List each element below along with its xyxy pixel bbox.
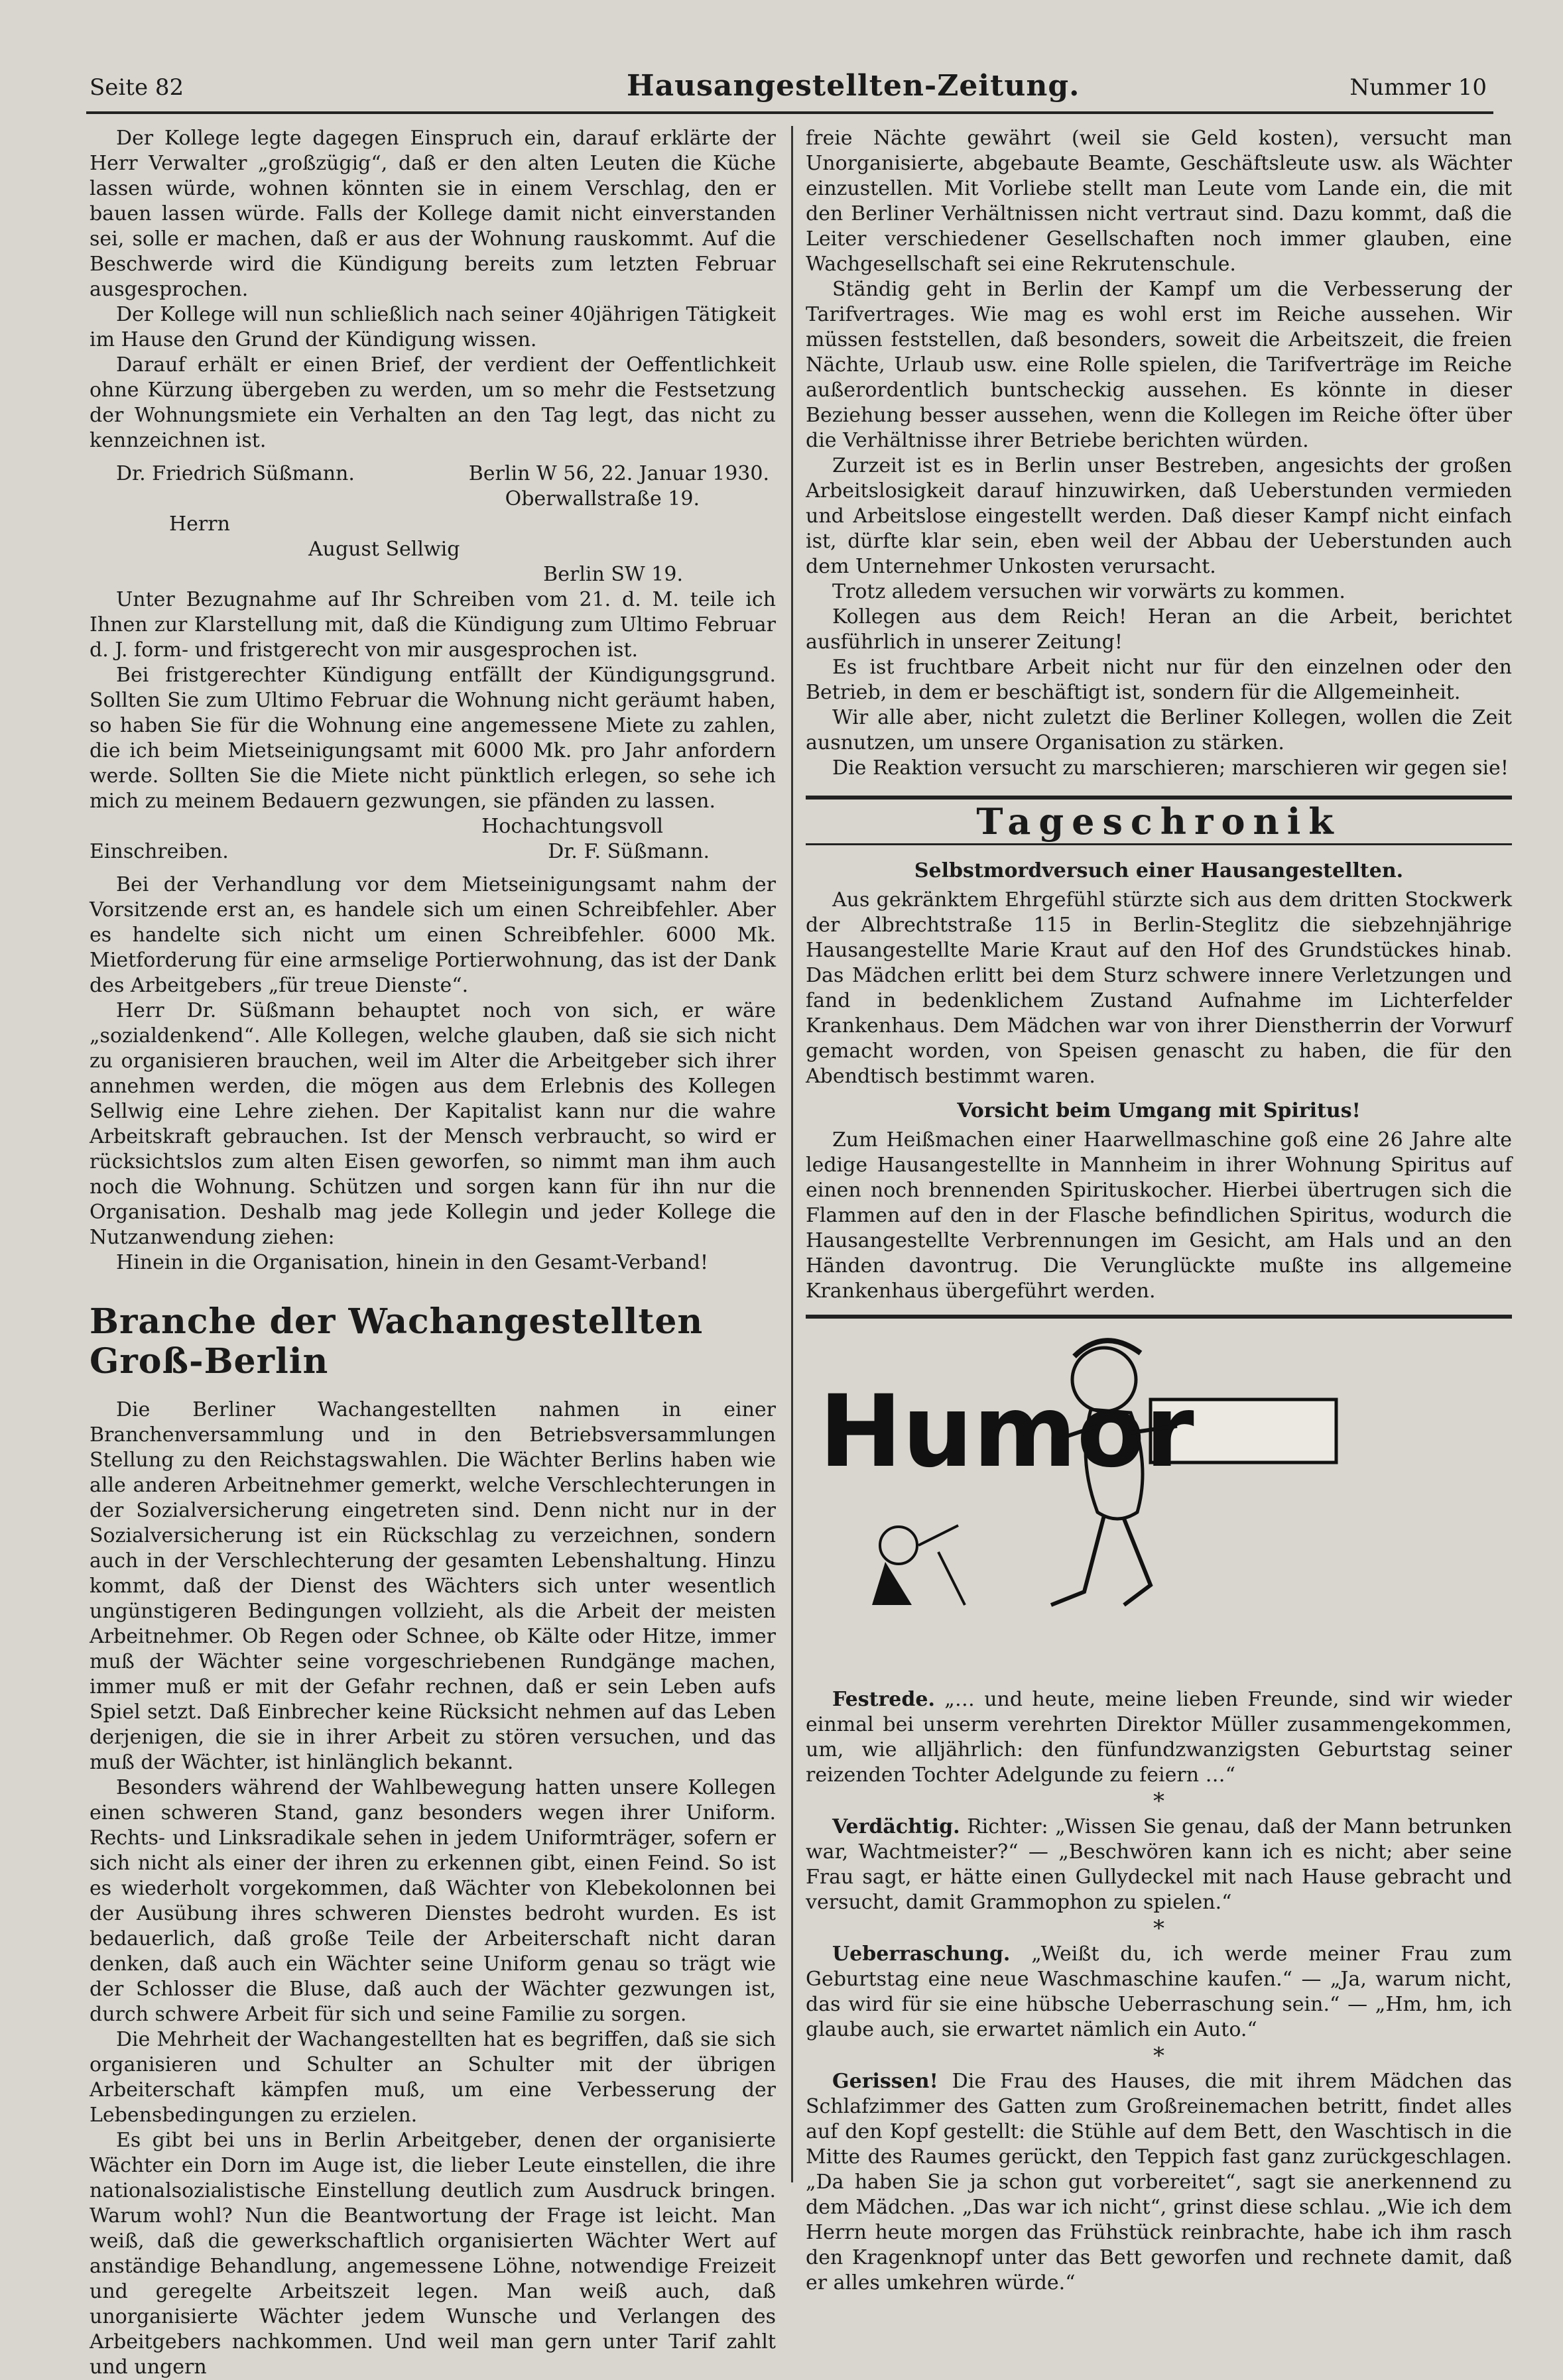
paragraph: Die Reaktion versucht zu marschieren; marschieren wir gegen sie! bbox=[832, 756, 1509, 780]
paragraph: Aus gekränktem Ehrgefühl stürzte sich aus dem dritten Stockwerk der Albrechtstraße 115 in Berlin-Steglitz die siebzehnjährige Hausangestellte Marie Kraut auf den Hof des Grundstückes hinab. Das Mädchen erlitt bei dem Sturz schwere innere Verletzungen und fand in bedenklichem Zustand Aufnahme im Lichterfelder Krankenhaus. Dem Mädchen war von ihrer Dienstherrin der Vorwurf gemacht worden, von Speisen genascht zu haben, die für den Abendtisch bestimmt waren. bbox=[806, 888, 1512, 1088]
humor-title: Humor bbox=[819, 1374, 1194, 1490]
paragraph: Zum Heißmachen einer Haarwellmaschine goß eine 26 Jahre alte ledige Hausangestellte in Mannheim in ihrer Wohnung Spiritus auf einen noch brennenden Spirituskocher. Hierbei übertrugen sich die Flammen auf den in der Flasche befindlichen Spiritus, wodurch die Hausangestellte Verbrennungen im Gesicht, am Hals und an den Händen davontrug. Die Verunglückte mußte ins allgemeine Krankenhaus übergeführt werden. bbox=[806, 1128, 1512, 1303]
paragraph: Zurzeit ist es in Berlin unser Bestreben, angesichts der großen Arbeitslosigkeit darauf hinzuwirken, daß Ueberstunden vermieden und Arbeitslose eingestellt werden. Daß dieser Kampf nicht einfach ist, dürfte klar sein, eben weil der Abbau der Ueberstunden auch dem Unternehmer Unkosten verursacht. bbox=[806, 454, 1512, 578]
paragraph: Wir alle aber, nicht zuletzt die Berliner Kollegen, wollen die Zeit ausnutzen, um unsere Organisation zu stärken. bbox=[806, 706, 1512, 754]
paragraph: Herr Dr. Süßmann behauptet noch von sich, er wäre „sozialdenkend“. Alle Kollegen, welche glauben, daß sie sich nicht zu organisieren brauchen, weil im Alter die Arbeitgeber sich ihrer annehmen werden, die mögen aus dem Erlebnis des Kollegen Sellwig eine Lehre ziehen. Der Kapitalist kann nur die wahre Arbeitskraft gebrauchen. Ist der Mensch verbraucht, so wird er rücksichtslos zum alten Eisen geworfen, so nimmt man ihm auch noch die Wohnung. Schützen und sorgen kann für ihn nur die Organisation. Deshalb mag jede Kollegin und jeder Kollege die Nutzanwendung ziehen: bbox=[90, 999, 776, 1249]
section-rule bbox=[806, 843, 1512, 845]
joke-text: „Weißt du, ich werde meiner Frau zum Geburtstag eine neue Waschmaschine kaufen.“ — „Ja, warum nicht, das wird für sie eine hübsche Ueberraschung sein.“ — „Hm, hm, ich glaube auch, sie erwartet nämlich ein Auto.“ bbox=[806, 1942, 1512, 2041]
header-rule bbox=[86, 111, 1493, 114]
paragraph: Kollegen aus dem Reich! Heran an die Arbeit, berichtet ausführlich in unserer Zeitung! bbox=[806, 605, 1512, 654]
issue-number: Nummer 10 bbox=[1349, 74, 1487, 101]
page-number: Seite 82 bbox=[90, 74, 184, 101]
letter-footer bbox=[90, 839, 776, 864]
paragraph: Besonders während der Wahlbewegung hatten unsere Kollegen einen schweren Stand, ganz besonders wegen ihrer Uniform. Rechts- und Linksradikale sehen in jedem Uniformträger, sofern er sich nicht als einer der ihren zu erkennen gibt, einen Feind. So ist es wiederholt vorgekommen, daß Wächter von Klebekolonnen bei der Ausübung ihres schweren Dienstes bedroht wurden. Es ist bedauerlich, daß große Teile der Arbeiterschaft nicht daran denken, daß auch ein Wächter seine Uniform genau so trägt wie der Schlosser die Bluse, daß auch der Wächter gezwungen ist, durch schwere Arbeit für sich und seine Familie zu sorgen. bbox=[90, 1776, 776, 2026]
section-heading: Branche der Wachangestellten Groß-Berlin bbox=[90, 1301, 704, 1382]
newspaper-title: Hausangestellten-Zeitung. bbox=[627, 69, 1080, 103]
paragraph: Darauf erhält er einen Brief, der verdient der Oeffentlichkeit ohne Kürzung übergeben zu werden, um so mehr die Festsetzung der Wohnungsmiete ein Verhalten an den Tag legt, das nicht zu kennzeichnen ist. bbox=[90, 353, 776, 452]
right-column bbox=[806, 126, 1512, 2296]
letter-closing: Hochachtungsvoll bbox=[481, 815, 663, 838]
letter-place-date: Berlin W 56, 22. Januar 1930. bbox=[468, 462, 769, 485]
joke-title: Gerissen! bbox=[832, 2070, 938, 2093]
paragraph: Bei der Verhandlung vor dem Mietseinigungsamt nahm der Vorsitzende erst an, es handele sich um einen Schreibfehler. Aber es handelte sich nicht um einen Schreibfehler. 6000 Mk. Mietforderung für eine armselige Portierwohnung, das ist der Dank des Arbeitgebers „für treue Dienste“. bbox=[90, 873, 776, 997]
paragraph: Bei fristgerechter Kündigung entfällt der Kündigungsgrund. Sollten Sie zum Ultimo Februar die Wohnung nicht geräumt haben, so haben Sie für die Wohnung eine angemessene Miete zu zahlen, die ich beim Mietseinigungsamt mit 6000 Mk. pro Jahr anfordern werde. Sollten Sie die Miete nicht pünktlich erlegen, so sehe ich mich zu meinem Bedauern gezwungen, sie pfänden zu lassen. bbox=[90, 664, 776, 813]
joke-text: Richter: „Wissen Sie genau, daß der Mann betrunken war, Wachtmeister?“ — „Beschwören kann ich es nicht; aber seine Frau sagt, er hätte einen Gullydeckel mit nach Hause gebracht und versucht, damit Grammophon zu spielen.“ bbox=[806, 1815, 1512, 1914]
paragraph: Trotz alledem versuchen wir vorwärts zu kommen. bbox=[832, 580, 1345, 603]
joke-title: Verdächtig. bbox=[832, 1815, 960, 1838]
joke-title: Festrede. bbox=[832, 1688, 935, 1711]
joke bbox=[806, 1815, 1512, 1915]
joke-title: Ueberraschung. bbox=[832, 1942, 1011, 1966]
paragraph: Hinein in die Organisation, hinein in den Gesamt-Verband! bbox=[116, 1251, 708, 1274]
section-rule bbox=[806, 1315, 1512, 1319]
humor-illustration bbox=[806, 1327, 1512, 1678]
paragraph: Es ist fruchtbare Arbeit nicht nur für den einzelnen oder den Betrieb, in dem er beschäftigt ist, sondern für die Allgemeinheit. bbox=[806, 656, 1512, 704]
paragraph: Die Mehrheit der Wachangestellten hat es begriffen, daß sie sich organisieren und Schulter an Schulter mit der übrigen Arbeiterschaft kämpfen muß, um eine Verbesserung der Lebensbedingungen zu erzielen. bbox=[90, 2028, 776, 2127]
joke-text: Die Frau des Hauses, die mit ihrem Mädchen das Schlafzimmer des Gatten zum Großreinemachen betritt, findet alles auf den Kopf gestellt: die Stühle auf dem Bett, den Waschtisch in die Mitte des Raumes gerückt, den Teppich fast ganz zurückgeschlagen. „Da haben Sie ja schon gut vorbereitet“, sagt sie anerkennend zu dem Mädchen. „Das war ich nicht“, grinst diese schlau. „Wie ich dem Herrn heute morgen das Frühstück reinbrachte, habe ich ihm rasch den Kragenknopf unter das Bett geworfen und rechnete damit, daß er alles umkehren würde.“ bbox=[806, 2070, 1512, 2294]
letter-recipient: August Sellwig bbox=[308, 538, 460, 561]
letter-recipient-city: Berlin SW 19. bbox=[543, 563, 683, 586]
separator-star: * bbox=[1153, 2043, 1164, 2069]
letter-street: Oberwallstraße 19. bbox=[505, 487, 700, 510]
left-column bbox=[90, 126, 776, 2380]
joke bbox=[806, 2069, 1512, 2296]
paragraph: Der Kollege will nun schließlich nach seiner 40jährigen Tätigkeit im Hause den Grund der Kündigung wissen. bbox=[90, 303, 776, 351]
column-divider bbox=[791, 126, 793, 2182]
paragraph: Ständig geht in Berlin der Kampf um die Verbesserung der Tarifvertrages. Wie mag es wohl erst im Reiche aussehen. Wir müssen feststellen, daß besonders, soweit die Arbeitszeit, die freien Nächte, Urlaub usw. eine Rolle spielen, die Tarifverträge im Reiche außerordentlich buntscheckig aussehen. Es könnte in dieser Beziehung besser aussehen, wenn die Kollegen im Reiche öfter über die Verhältnisse ihrer Betriebe berichten würden. bbox=[806, 278, 1512, 452]
joke-text: „… und heute, meine lieben Freunde, sind wir wieder einmal bei unserm verehrten Direktor Müller zusammengekommen, um, wie alljährlich: den fünfundzwanzigsten Geburtstag seiner reizenden Tochter Adelgunde zu feiern …“ bbox=[806, 1688, 1512, 1787]
paragraph: Die Berliner Wachangestellten nahmen in einer Branchenversammlung und in den Betriebsversammlungen Stellung zu den Reichstagswahlen. Die Wächter Berlins haben wie alle anderen Arbeitnehmer gemerkt, welche Verschlechterungen in der Sozialversicherung eingetreten sind. Denn nicht nur in der Sozialversicherung ist ein Rückschlag zu verzeichnen, sondern auch in der Verschlechterung der gesamten Lebenshaltung. Hinzu kommt, daß der Dienst des Wächters sich unter wesentlich ungünstigeren Bedingungen vollzieht, als die Arbeit der meisten Arbeitnehmer. Ob Regen oder Schnee, ob Kälte oder Hitze, immer muß der Wächter seine vorgeschriebenen Rundgänge machen, immer muß er mit der Gefahr rechnen, daß er sein Leben aufs Spiel setzt. Daß Einbrecher keine Rücksicht nehmen auf das Leben derjenigen, die sie in ihrer Arbeit zu stören versuchen, und das muß der Wächter, ist hinlänglich bekannt. bbox=[90, 1398, 776, 1774]
news-headline: Vorsicht beim Umgang mit Spiritus! bbox=[957, 1099, 1361, 1122]
letter-header bbox=[90, 461, 776, 487]
letter-sender: Dr. Friedrich Süßmann. bbox=[116, 462, 355, 485]
separator-star: * bbox=[1153, 1915, 1164, 1942]
letter-signature: Dr. F. Süßmann. bbox=[548, 840, 710, 863]
letter-salutation: Herrn bbox=[169, 512, 230, 536]
humor-cartoon-icon bbox=[806, 1327, 1512, 1678]
section-rule bbox=[806, 796, 1512, 800]
paragraph: Der Kollege legte dagegen Einspruch ein, darauf erklärte der Herr Verwalter „großzügig“, daß er den alten Leuten die Küche lassen würde, wohnen könnten sie in einem Verschlag, den er bauen lassen würde. Falls der Kollege damit nicht einverstanden sei, solle er machen, daß er aus der Wohnung rauskommt. Auf die Beschwerde wird die Kündigung bereits zum letzten Februar ausgesprochen. bbox=[90, 127, 776, 301]
paragraph: Es gibt bei uns in Berlin Arbeitgeber, denen der organisierte Wächter ein Dorn im Auge ist, die lieber Leute einstellen, die ihre nationalsozialistische Einstellung deutlich zum Ausdruck bringen. Warum wohl? Nun die Beantwortung der Frage ist leicht. Man weiß, daß die gewerkschaftlich organisierten Wächter Wert auf anständige Behandlung, angemessene Löhne, notwendige Freizeit und geregelte Arbeitszeit legen. Man weiß auch, daß unorganisierte Wächter jedem Wunsche und Verlangen des Arbeitgebers nachkommen. Und weil man gern unter Tarif zahlt und ungern bbox=[90, 2129, 776, 2379]
letter-registered: Einschreiben. bbox=[90, 840, 229, 863]
section-title: Tageschronik bbox=[976, 800, 1342, 843]
paragraph: freie Nächte gewährt (weil sie Geld kosten), versucht man Unorganisierte, abgebaute Beamte, Geschäftsleute usw. als Wächter einzustellen. Mit Vorliebe stellt man Leute vom Lande ein, die mit den Berliner Verhältnissen nicht vertraut sind. Dazu kommt, daß die Leiter verschiedener Gesellschaften noch immer glauben, eine Wachgesellschaft sei eine Rekrutenschule. bbox=[806, 127, 1512, 276]
news-headline: Selbstmordversuch einer Hausangestellten. bbox=[914, 859, 1404, 882]
paragraph: Unter Bezugnahme auf Ihr Schreiben vom 21. d. M. teile ich Ihnen zur Klarstellung mit, daß die Kündigung zum Ultimo Februar d. J. form- und fristgerecht von mir ausgesprochen ist. bbox=[90, 588, 776, 662]
joke bbox=[806, 1687, 1512, 1788]
joke bbox=[806, 1942, 1512, 2043]
separator-star: * bbox=[1153, 1788, 1164, 1815]
